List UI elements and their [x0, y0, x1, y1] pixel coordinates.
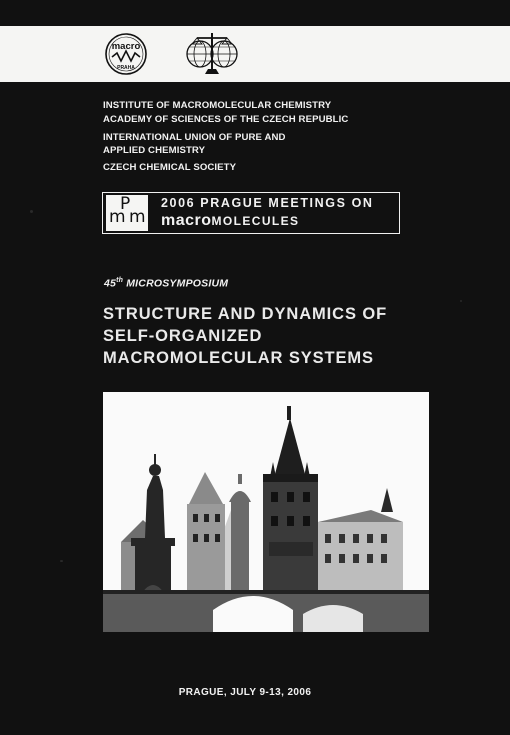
- symposium-ordinal: th: [116, 277, 124, 284]
- macro-logo-subtext: PRAHA: [117, 65, 135, 71]
- print-speck: [30, 210, 33, 213]
- print-speck: [60, 560, 63, 562]
- mpm-logo-p: P: [120, 194, 131, 214]
- mpm-logo: [106, 195, 148, 231]
- logo-bar: [0, 26, 510, 82]
- main-title-line: SELF-ORGANIZED: [103, 327, 263, 345]
- symposium-text: MICROSYMPOSIUM: [123, 277, 229, 290]
- print-speck: [460, 300, 462, 302]
- macro-praha-logo: [104, 32, 148, 76]
- meeting-title-molecules: MOLECULES: [211, 214, 300, 228]
- symposium-label: [104, 277, 228, 290]
- meeting-title-line1: 2006 PRAGUE MEETINGS ON: [161, 196, 374, 210]
- institution-line: INTERNATIONAL UNION OF PURE AND: [103, 132, 286, 143]
- mpm-logo-m2: m: [129, 207, 146, 227]
- symposium-number: 45: [104, 277, 117, 290]
- mpm-logo-m1: m: [109, 207, 126, 227]
- institution-line: CZECH CHEMICAL SOCIETY: [103, 162, 237, 173]
- institution-line: ACADEMY OF SCIENCES OF THE CZECH REPUBLIC: [103, 114, 349, 125]
- institution-line: INSTITUTE OF MACROMOLECULAR CHEMISTRY: [103, 100, 332, 111]
- institution-line: APPLIED CHEMISTRY: [103, 145, 206, 156]
- iupac-globe-scale-icon: [183, 30, 241, 78]
- main-title-line: STRUCTURE AND DYNAMICS OF: [103, 305, 388, 323]
- meeting-title-macro: macro: [161, 212, 212, 229]
- venue-date: PRAGUE, JULY 9-13, 2006: [178, 687, 312, 698]
- meeting-title-line2: [161, 212, 299, 230]
- cover-illustration: [103, 392, 429, 632]
- macro-logo-text: macro: [111, 41, 141, 52]
- meeting-banner: [102, 192, 400, 234]
- prague-bridge-tower-drawing: [103, 392, 429, 632]
- main-title-line: MACROMOLECULAR SYSTEMS: [103, 349, 374, 367]
